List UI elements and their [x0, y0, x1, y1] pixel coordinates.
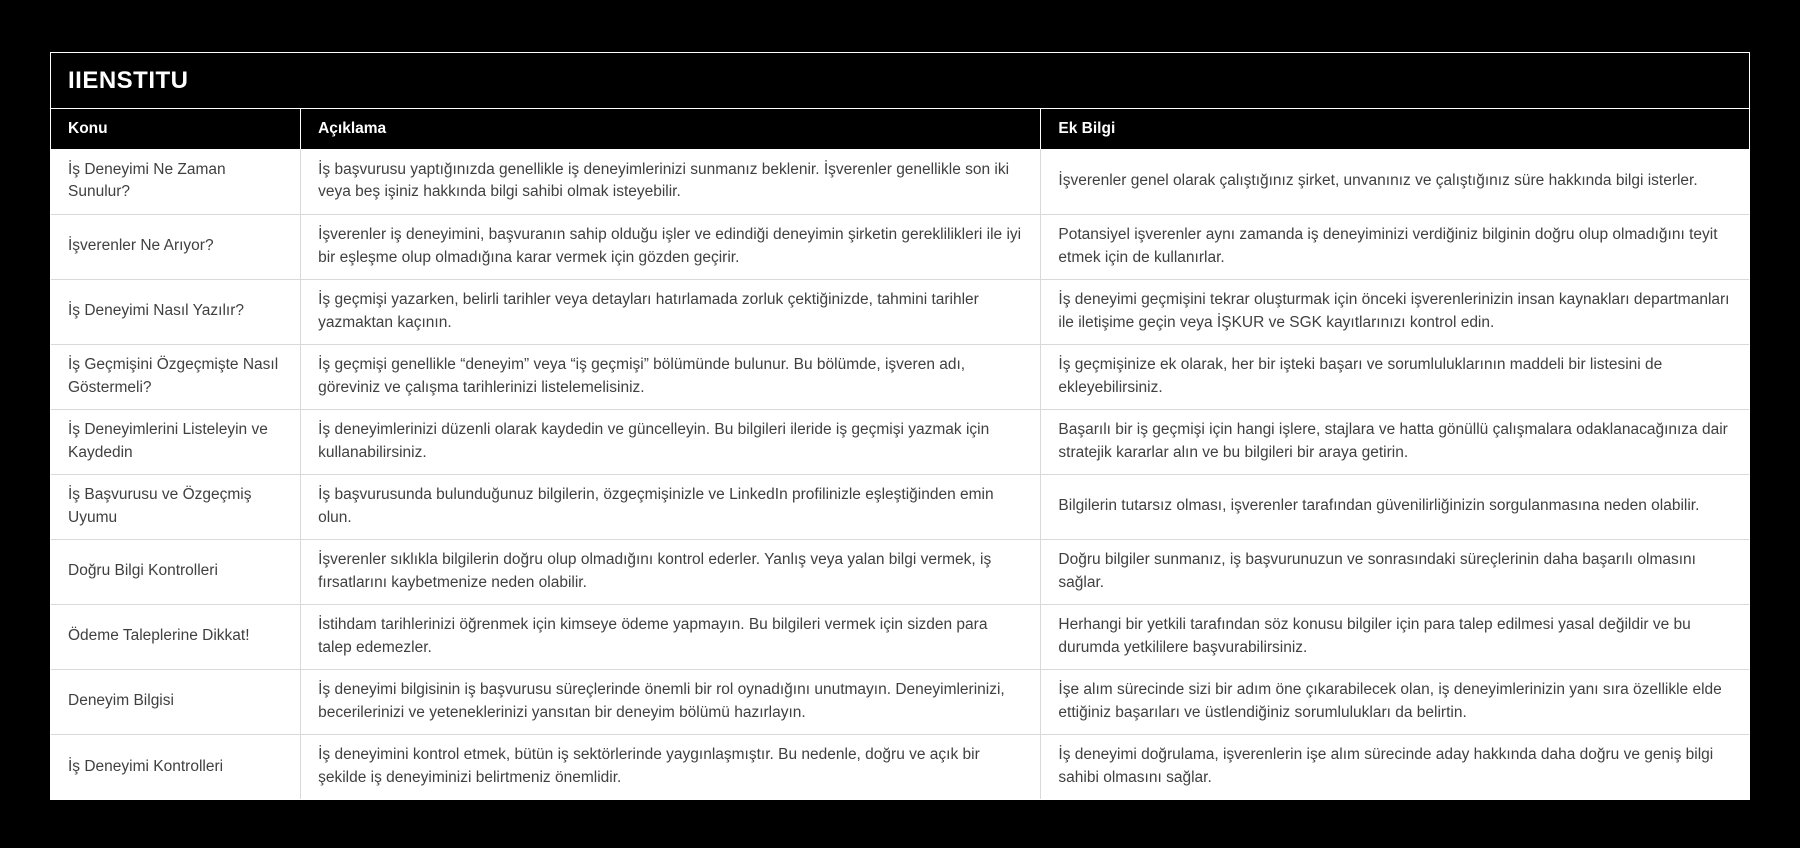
info-table-card: [50, 52, 1750, 800]
table-header-row: [51, 109, 1749, 149]
cell-topic: İş Başvurusu ve Özgeçmiş Uyumu: [51, 474, 301, 539]
table-row: [51, 279, 1749, 344]
cell-description: İstihdam tarihlerinizi öğrenmek için kimseye ödeme yapmayın. Bu bilgileri vermek için sizden para talep edemezler.: [301, 604, 1041, 669]
cell-extra: Herhangi bir yetkili tarafından söz konusu bilgiler için para talep edilmesi yasal değildir ve bu durumda yetkililere başvurabilirsiniz.: [1041, 604, 1749, 669]
cell-topic: İş Geçmişini Özgeçmişte Nasıl Göstermeli?: [51, 344, 301, 409]
table-row: [51, 734, 1749, 799]
cell-description: İş geçmişi yazarken, belirli tarihler veya detayları hatırlamada zorluk çektiğinizde, tahmini tarihler yazmaktan kaçının.: [301, 279, 1041, 344]
cell-description: İşverenler iş deneyimini, başvuranın sahip olduğu işler ve edindiği deneyimin şirketin gereklilikleri ile iyi bir eşleşme olup olmadığına karar vermek için gözden geçirir.: [301, 214, 1041, 279]
info-table: [51, 109, 1749, 799]
table-row: [51, 214, 1749, 279]
cell-description: İş deneyimini kontrol etmek, bütün iş sektörlerinde yaygınlaşmıştır. Bu nedenle, doğru ve açık bir şekilde iş deneyiminizi belirtmeniz önemlidir.: [301, 734, 1041, 799]
cell-description: İş başvurusu yaptığınızda genellikle iş deneyimlerinizi sunmanız beklenir. İşverenler genellikle son iki veya beş işiniz hakkında bilgi sahibi olmak isteyebilir.: [301, 149, 1041, 214]
cell-extra: Başarılı bir iş geçmişi için hangi işlere, stajlara ve hatta gönüllü çalışmalara odaklanacağınıza dair stratejik kararlar alın ve bu bilgileri bir araya getirin.: [1041, 409, 1749, 474]
cell-extra: Bilgilerin tutarsız olması, işverenler tarafından güvenilirliğinizin sorgulanmasına neden olabilir.: [1041, 474, 1749, 539]
cell-topic: İş Deneyimi Kontrolleri: [51, 734, 301, 799]
table-row: [51, 539, 1749, 604]
cell-extra: Doğru bilgiler sunmanız, iş başvurunuzun ve sonrasındaki süreçlerinin daha başarılı olmasını sağlar.: [1041, 539, 1749, 604]
column-header-aciklama: Açıklama: [301, 109, 1041, 149]
cell-topic: Deneyim Bilgisi: [51, 669, 301, 734]
cell-topic: İş Deneyimi Nasıl Yazılır?: [51, 279, 301, 344]
cell-topic: Ödeme Taleplerine Dikkat!: [51, 604, 301, 669]
cell-topic: İşverenler Ne Arıyor?: [51, 214, 301, 279]
cell-topic: Doğru Bilgi Kontrolleri: [51, 539, 301, 604]
column-header-ek-bilgi: Ek Bilgi: [1041, 109, 1749, 149]
cell-description: İş deneyimlerinizi düzenli olarak kaydedin ve güncelleyin. Bu bilgileri ileride iş geçmişi yazmak için kullanabilirsiniz.: [301, 409, 1041, 474]
cell-extra: İşe alım sürecinde sizi bir adım öne çıkarabilecek olan, iş deneyimlerinizin yanı sıra özellikle elde ettiğiniz başarıları ve üstlendiğiniz sorumlulukları da belirtin.: [1041, 669, 1749, 734]
table-row: [51, 669, 1749, 734]
table-row: [51, 604, 1749, 669]
cell-extra: Potansiyel işverenler aynı zamanda iş deneyiminizi verdiğiniz bilginin doğru olup olmadığını teyit etmek için de kullanırlar.: [1041, 214, 1749, 279]
table-row: [51, 409, 1749, 474]
page-title: IIENSTITU: [51, 53, 1749, 109]
cell-extra: İş geçmişinize ek olarak, her bir işteki başarı ve sorumluluklarının maddeli bir listesini de ekleyebilirsiniz.: [1041, 344, 1749, 409]
cell-extra: İşverenler genel olarak çalıştığınız şirket, unvanınız ve çalıştığınız süre hakkında bilgi isterler.: [1041, 149, 1749, 214]
cell-extra: İş deneyimi geçmişini tekrar oluşturmak için önceki işverenlerinizin insan kaynakları departmanları ile iletişime geçin veya İŞKUR ve SGK kayıtlarınızı kontrol edin.: [1041, 279, 1749, 344]
table-body: [51, 149, 1749, 799]
cell-description: İş geçmişi genellikle “deneyim” veya “iş geçmişi” bölümünde bulunur. Bu bölümde, işveren adı, göreviniz ve çalışma tarihlerinizi listelemelisiniz.: [301, 344, 1041, 409]
cell-description: İş deneyimi bilgisinin iş başvurusu süreçlerinde önemli bir rol oynadığını unutmayın. Deneyimlerinizi, becerilerinizi ve yeteneklerinizi yansıtan bir deneyim bölümü hazırlayın.: [301, 669, 1041, 734]
table-row: [51, 149, 1749, 214]
cell-extra: İş deneyimi doğrulama, işverenlerin işe alım sürecinde aday hakkında daha doğru ve geniş bilgi sahibi olmasını sağlar.: [1041, 734, 1749, 799]
column-header-konu: Konu: [51, 109, 301, 149]
cell-topic: İş Deneyimlerini Listeleyin ve Kaydedin: [51, 409, 301, 474]
table-header: [51, 109, 1749, 149]
cell-description: İşverenler sıklıkla bilgilerin doğru olup olmadığını kontrol ederler. Yanlış veya yalan bilgi vermek, iş fırsatlarını kaybetmenize neden olabilir.: [301, 539, 1041, 604]
cell-description: İş başvurusunda bulunduğunuz bilgilerin, özgeçmişinizle ve LinkedIn profilinizle eşleştiğinden emin olun.: [301, 474, 1041, 539]
table-row: [51, 344, 1749, 409]
table-row: [51, 474, 1749, 539]
cell-topic: İş Deneyimi Ne Zaman Sunulur?: [51, 149, 301, 214]
